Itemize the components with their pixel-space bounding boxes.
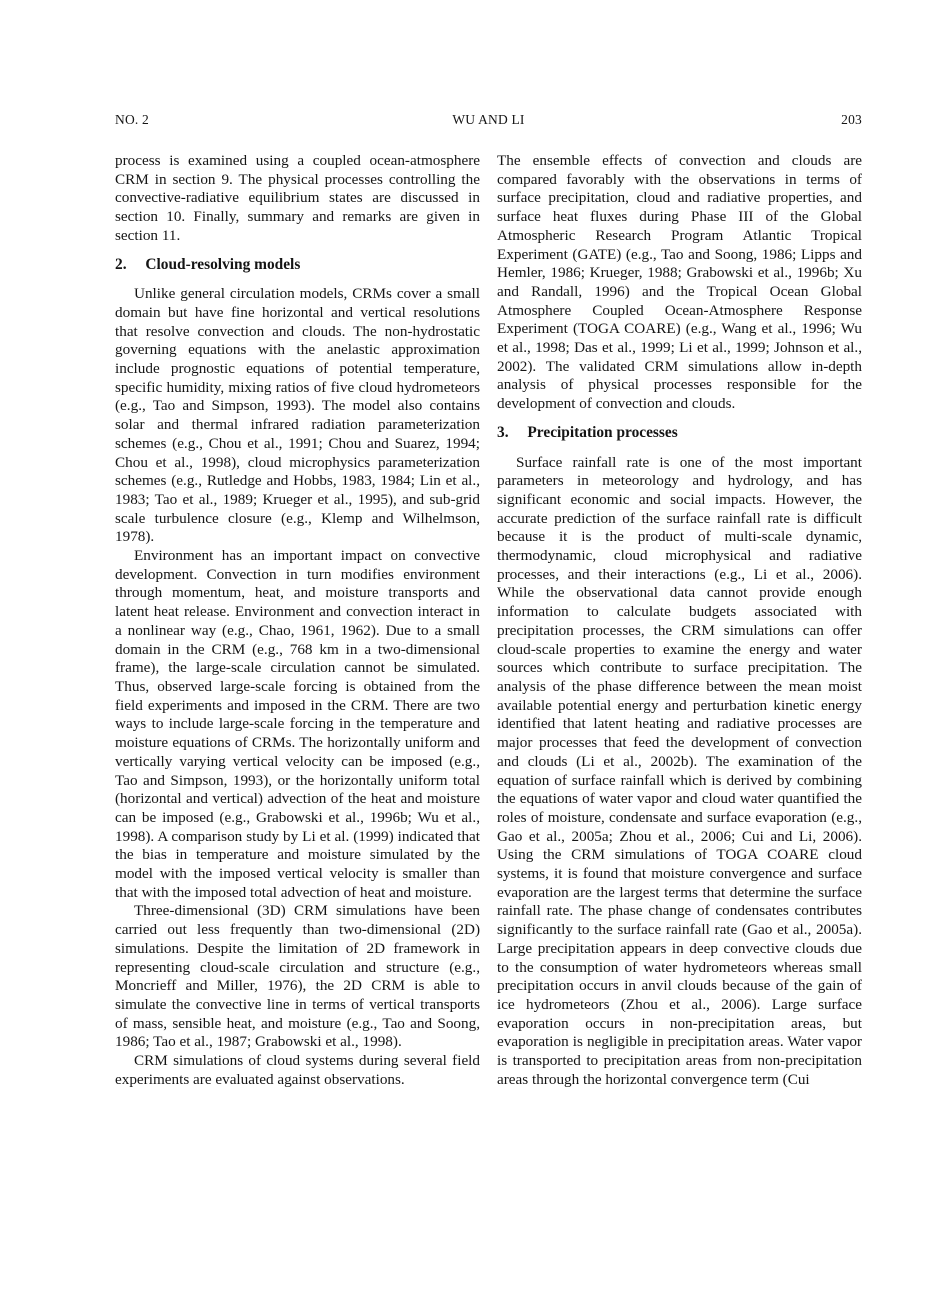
section-number: 3. xyxy=(497,423,509,441)
left-column xyxy=(115,152,480,1089)
section-title: Precipitation processes xyxy=(527,423,678,441)
paragraph-continuation: process is examined using a coupled ocean-atmosphere CRM in section 9. The physical processes controlling the convective-radiative equilibrium states are discussed in section 10. Finally, summary and remarks are given in section 11. xyxy=(115,152,480,244)
issue-number: NO. 2 xyxy=(115,112,149,127)
section-heading-precipitation-processes xyxy=(497,424,862,443)
two-column-body xyxy=(115,152,862,1089)
paragraph: Unlike general circulation models, CRMs cover a small domain but have fine horizontal and vertical resolutions that resolve convection and clouds. The non-hydrostatic governing equations with the anelastic approximation include prognostic equations of potential temperature, specific humidity, mixing ratios of five cloud hydrometeors (e.g., Tao and Simpson, 1993). The model also contains solar and thermal infrared radiation parameterization schemes (e.g., Chou et al., 1991; Chou and Suarez, 1994; Chou et al., 1998), cloud microphysics parameterization schemes (e.g., Rutledge and Hobbs, 1983, 1984; Lin et al., 1983; Tao et al., 1989; Krueger et al., 1995), and sub-grid scale turbulence closure (e.g., Klemp and Wilhelmson, 1978). xyxy=(115,285,480,546)
paragraph-continuation: The ensemble effects of convection and clouds are compared favorably with the observations in terms of surface precipitation, cloud and radiative properties, and surface heat fluxes during Phase III of the Global Atmospheric Research Program Atlantic Tropical Experiment (GATE) (e.g., Tao and Soong, 1986; Lipps and Hemler, 1986; Krueger, 1988; Grabowski et al., 1996b; Xu and Randall, 1996) and the Tropical Ocean Global Atmosphere Coupled Ocean-Atmosphere Response Experiment (TOGA COARE) (e.g., Wang et al., 1996; Wu et al., 1998; Das et al., 1999; Li et al., 1999; Johnson et al., 2002). The validated CRM simulations allow in-depth analysis of physical processes responsible for the development of convection and clouds. xyxy=(497,152,862,413)
paragraph: CRM simulations of cloud systems during several field experiments are evaluated against observations. xyxy=(115,1052,480,1088)
page-number: 203 xyxy=(841,112,862,127)
right-column xyxy=(497,152,862,1089)
page-header xyxy=(115,112,862,128)
paragraph: Environment has an important impact on convective development. Convection in turn modifies environment through momentum, heat, and moisture transports and latent heat release. Environment and convection interact in a nonlinear way (e.g., Chao, 1961, 1962). Due to a small domain in the CRM (e.g., 768 km in a two-dimensional frame), the large-scale circulation cannot be simulated. Thus, observed large-scale forcing is obtained from the field experiments and imposed in the CRM. There are two ways to include large-scale forcing in the temperature and moisture equations of CRMs. The horizontally uniform and vertically varying vertical velocity can be imposed (e.g., Tao and Simpson, 1993), or the horizontally uniform total (horizontal and vertical) advection of the heat and moisture can be imposed (e.g., Grabowski et al., 1996b; Wu et al., 1998). A comparison study by Li et al. (1999) indicated that the bias in temperature and moisture simulated by the model with the imposed vertical velocity is smaller than that with the imposed total advection of heat and moisture. xyxy=(115,547,480,901)
paragraph: Surface rainfall rate is one of the most important parameters in meteorology and hydrology, and has significant economic and social impacts. However, the accurate prediction of the surface rainfall rate is difficult because it is the product of multi-scale dynamic, thermodynamic, cloud microphysical and radiative processes, and their interactions (e.g., Li et al., 2006). While the observational data cannot provide enough information to calculate budgets associated with precipitation processes, the CRM simulations can offer cloud-scale properties to examine the energy and water sources which contribute to surface precipitation. The analysis of the phase difference between the mean moist available potential energy and perturbation kinetic energy identified that latent heating and radiative processes are major processes that feed the development of convection and clouds (Li et al., 2002b). The examination of the equation of surface rainfall which is derived by combining the equations of water vapor and cloud water quantified the roles of moisture, condensate and surface evaporation (e.g., Gao et al., 2005a; Zhou et al., 2006; Cui and Li, 2006). Using the CRM simulations of TOGA COARE cloud systems, it is found that moisture convergence and surface evaporation are the largest terms that determine the surface rainfall rate. The phase change of condensates contributes significantly to the surface rainfall rate (Gao et al., 2005a). Large precipitation appears in deep convective clouds due to the consumption of water hydrometeors whereas small precipitation occurs in anvil clouds because of the gain of ice hydrometeors (Zhou et al., 2006). Large surface evaporation occurs in non-precipitation areas, but evaporation is negligible in precipitation areas. Water vapor is transported to precipitation areas from non-precipitation areas through the horizontal convergence term (Cui xyxy=(497,453,862,1088)
section-number: 2. xyxy=(115,255,127,273)
section-title: Cloud-resolving models xyxy=(145,255,301,273)
section-heading-cloud-resolving-models xyxy=(115,256,480,275)
paragraph: Three-dimensional (3D) CRM simulations have been carried out less frequently than two-dimensional (2D) simulations. Despite the limitation of 2D framework in representing cloud-scale circulation and structure (e.g., Moncrieff and Miller, 1976), the 2D CRM is able to simulate the convective line in terms of vertical transports of mass, sensible heat, and moisture (e.g., Tao and Soong, 1986; Tao et al., 1987; Grabowski et al., 1998). xyxy=(115,902,480,1051)
running-title: WU AND LI xyxy=(452,112,525,127)
